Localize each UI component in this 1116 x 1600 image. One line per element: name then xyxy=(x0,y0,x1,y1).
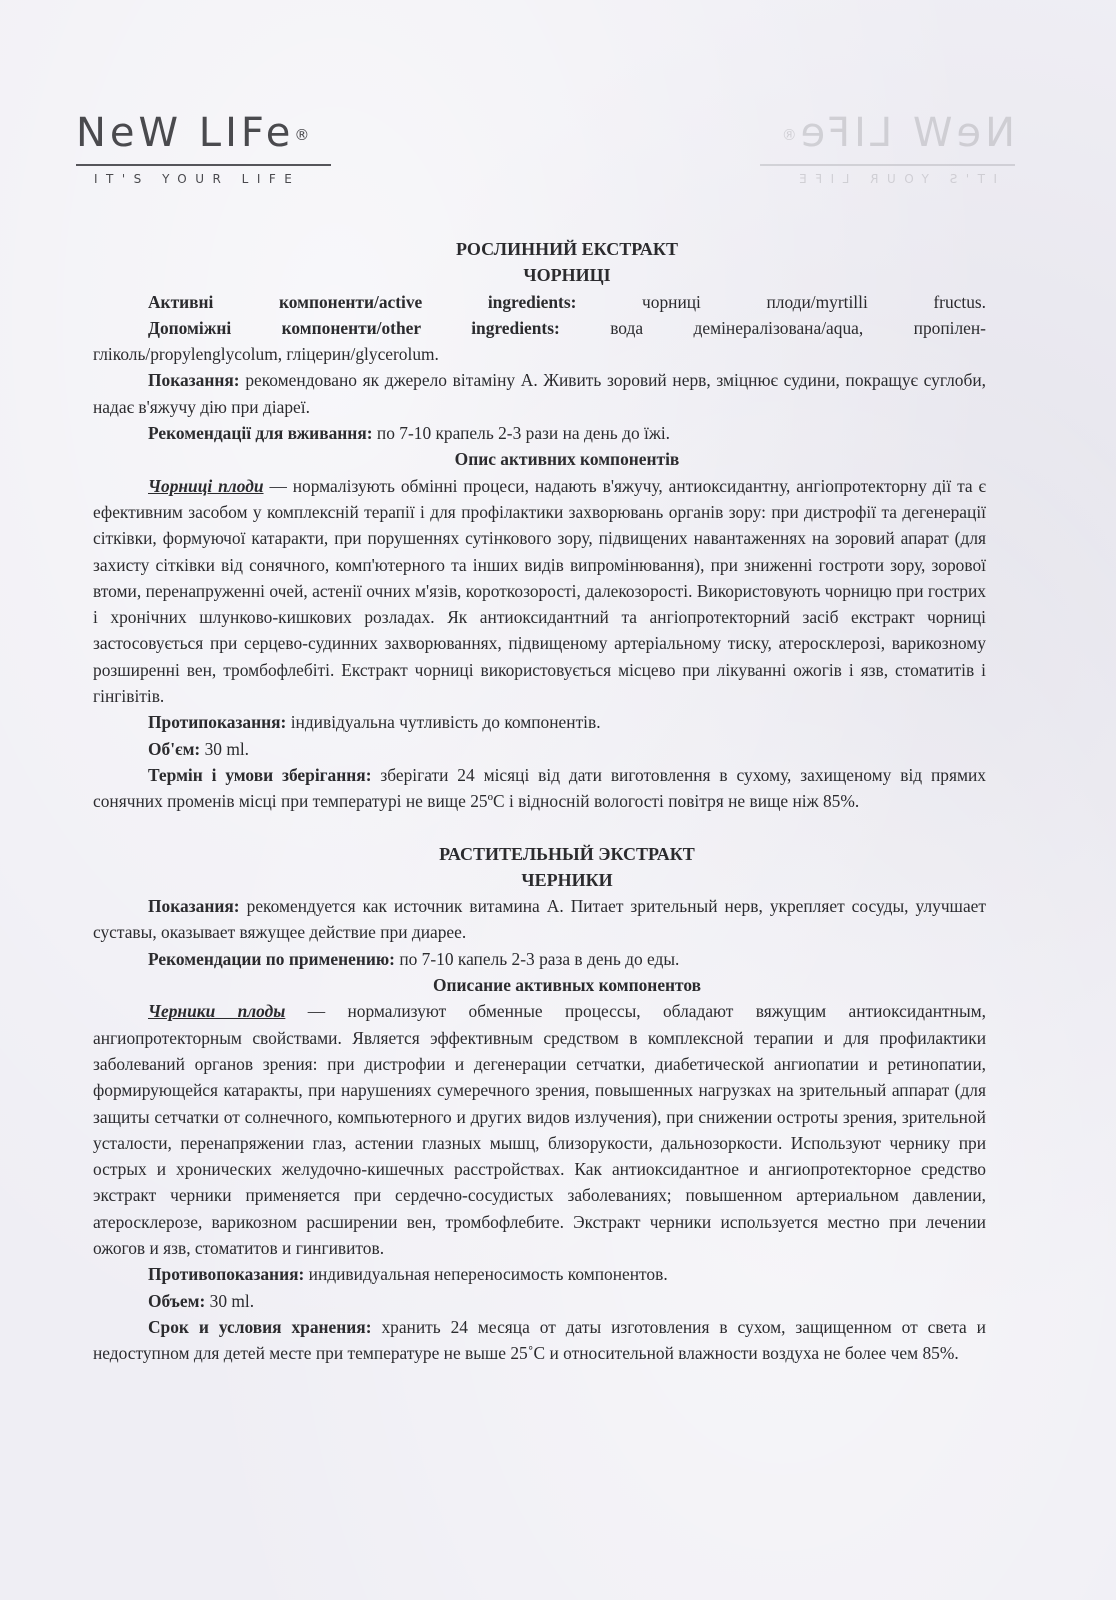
ua-active-label: Активні компоненти/active ingredients: xyxy=(148,291,577,312)
ru-volume-label: Объем: xyxy=(148,1290,206,1311)
ru-title-line2: ЧЕРНИКИ xyxy=(521,869,613,890)
ghost-logo-tagline: IT'S YOUR LIFE xyxy=(790,172,997,186)
ua-title-line1: РОСЛИННИЙ ЕКСТРАКТ xyxy=(456,239,678,259)
ua-storage-text: зберігати 24 місяці від дати виготовлення в сухому, захищеному від прямих сонячних променів місці при температурі не вище 25ºC і відносній вологості повітря не вище ніж 85%. xyxy=(93,764,987,812)
ru-contra-text: индивидуальная непереносимость компонентов. xyxy=(308,1264,668,1285)
ru-contra-label: Противопоказания: xyxy=(148,1264,305,1285)
ua-component-name: Чорниці плоди xyxy=(148,475,264,496)
ua-volume-value: 30 ml. xyxy=(204,738,250,759)
ua-component-description xyxy=(93,473,986,710)
section-gap xyxy=(148,815,986,841)
ua-other-ingredients-cont: гліколь/propylenglycolum, гліцерин/glycerolum. xyxy=(93,344,439,365)
ru-usage-label: Рекомендации по применению: xyxy=(148,948,395,969)
ru-component-name: Черники плоды xyxy=(148,1001,286,1022)
ru-component-description xyxy=(93,998,986,1261)
ua-other-label: Допоміжні компоненти/other ingredients: xyxy=(148,317,560,338)
ua-active-ingredients xyxy=(148,289,986,315)
ru-usage xyxy=(148,946,986,972)
ua-usage xyxy=(148,420,986,446)
ua-other-value-1: вода демінералізована/aqua, пропілен- xyxy=(610,317,986,338)
ua-component-text: — нормалізують обмінні процеси, надають в'яжучу, антиоксидантну, ангіопротекторну дії та є ефективним засобом у комплексній терапії і для профілактики захворювань органів зору: при дистрофії та дегенерації сітківки, формуючої катаракти, при порушеннях сутінкового зору, підвищених навантаженнях на зоровий апарат (для захисту сітківки від сонячного, комп'ютерного та інших видів випромінювання), при зниженні гостроти зору, зорової втоми, перенапруженні очей, астенії очних м'язів, короткозорості, далекозорості. Використовують чорницю при гострих і хронічних шлунково-кишкових розладах. Як антиоксидантний та ангіопротекторний засіб екстракт чорниці застосовується при серцево-судинних захворюваннях, підвищеному артеріальному тиску, атеросклерозі, варикозному розширенні вен, тромбофлебіті. Екстракт чорниці використовується місцево при лікуванні ожогів і язв, стоматитів і гінгівітів. xyxy=(93,475,986,707)
ua-description-heading: Опис активних компонентів xyxy=(454,449,680,470)
ua-contra-text: індивідуальна чутливість до компонентів. xyxy=(290,712,601,733)
ua-volume xyxy=(148,736,986,762)
ghost-logo-wordmark: NeW LIFe® xyxy=(781,110,1015,156)
ru-indications-label: Показания: xyxy=(148,896,240,917)
ru-usage-text: по 7-10 капель 2-3 раза в день до еды. xyxy=(399,948,680,969)
ua-title-line2: ЧОРНИЦІ xyxy=(523,265,611,286)
ua-usage-text: по 7-10 крапель 2-3 рази на день до їжі. xyxy=(376,423,671,444)
ua-active-value: чорниці плоди/myrtilli fructus. xyxy=(642,291,987,312)
ua-usage-label: Рекомендації для вживання: xyxy=(148,423,373,444)
russian-section xyxy=(93,841,986,1367)
ua-indications xyxy=(93,367,986,420)
ukrainian-section xyxy=(93,236,987,815)
ru-volume-value: 30 ml. xyxy=(209,1290,255,1311)
bleed-through-logo xyxy=(745,110,1015,186)
ru-storage-text: хранить 24 месяца от даты изготовления в сухом, защищенном от света и недоступном для детей месте при температуре не выше 25˚C и относительной влажности воздуха не более чем 85%. xyxy=(93,1316,986,1364)
logo-tagline: IT'S YOUR LIFE xyxy=(94,172,301,186)
leaflet-text xyxy=(93,236,987,1366)
ru-storage-label: Срок и условия хранения: xyxy=(148,1316,372,1337)
ghost-logo-divider xyxy=(760,164,1015,166)
ua-volume-label: Об'єм: xyxy=(148,738,201,759)
ua-storage-label: Термін і умови зберігання: xyxy=(148,764,372,785)
ru-title-line1: РАСТИТЕЛЬНЫЙ ЭКСТРАКТ xyxy=(439,843,695,864)
ua-contraindications xyxy=(148,709,986,735)
ru-component-text: — нормализуют обменные процессы, обладают вяжущим антиоксидантным, ангиопротекторным свойствами. Является эффективным средством в комплексной терапии и для профилактики заболеваний органов зрения: при дистрофии и дегенерации сетчатки, диабетической ангиопатии и ретинопатии, формирующейся катаракты, при нарушениях сумеречного зрения, повышенных нагрузках на зрительный аппарат (для защиты сетчатки от солнечного, компьютерного и других видов излучения), при снижении остроты зрения, зрительной усталости, перенапряжении глаз, астении глазных мышц, близорукости, дальнозоркости. Используют чернику при острых и хронических желудочно-кишечных расстройствах. Как антиоксидантное и ангиопротекторное средство экстракт черники применяется при сердечно-сосудистых заболеваниях; повышенном артериальном давлении, атеросклерозе, варикозном расширении вен, тромбофлебите. Экстракт черники используется местно при лечении ожогов и язв, стоматитов и гингивитов. xyxy=(93,1001,986,1258)
ua-indications-text: рекомендовано як джерело вітаміну А. Живить зоровий нерв, зміцнює судини, покращує суглоби, надає в'яжучу дію при діареї. xyxy=(93,370,986,417)
ru-description-heading: Описание активных компонентов xyxy=(432,975,702,996)
logo-wordmark: NeW LIFe® xyxy=(76,110,310,156)
brand-logo xyxy=(76,110,346,186)
ru-storage xyxy=(93,1314,986,1367)
ua-storage xyxy=(93,762,986,815)
ru-volume xyxy=(148,1288,986,1314)
ua-indications-label: Показання: xyxy=(148,370,240,391)
logo-divider xyxy=(76,164,331,166)
ru-indications xyxy=(93,893,986,946)
ua-contra-label: Протипоказання: xyxy=(148,712,287,733)
ru-indications-text: рекомендуется как источник витамина А. Питает зрительный нерв, укрепляет сосуды, улучшает суставы, оказывает вяжущее действие при диарее. xyxy=(93,896,986,943)
ua-other-ingredients xyxy=(148,315,986,341)
ru-contraindications xyxy=(148,1261,986,1287)
